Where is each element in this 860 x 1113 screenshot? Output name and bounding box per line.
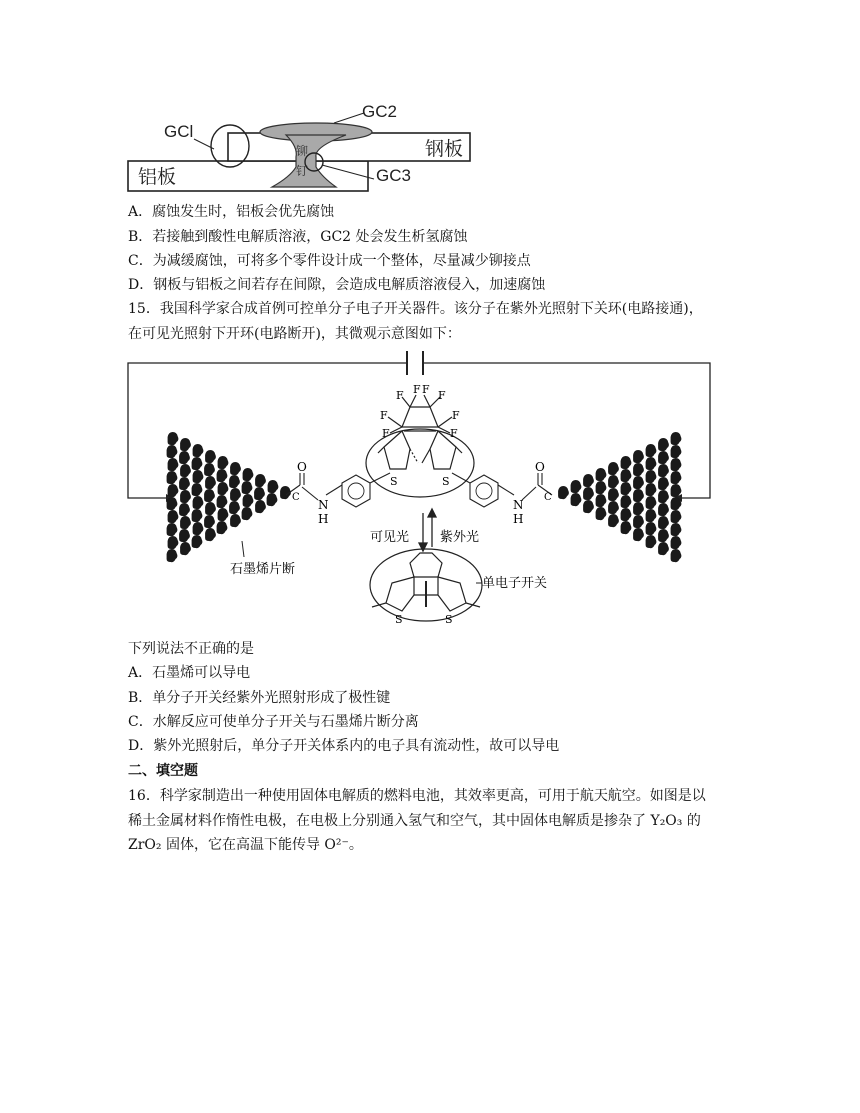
graphene-atom-left	[267, 493, 278, 506]
switch-label: 单电子开关	[482, 575, 548, 590]
closed-switch-molecule	[370, 549, 482, 621]
graphene-atom-left	[218, 508, 229, 521]
graphene-atom-right	[608, 475, 619, 488]
equilibrium-arrows	[419, 509, 436, 551]
graphene-atom-left	[179, 503, 190, 516]
graphene-atom-left	[180, 516, 191, 529]
graphene-atom-right	[671, 549, 682, 562]
graphene-atom-left	[268, 480, 279, 493]
gc1-label: GCl	[164, 122, 194, 141]
graphene-atom-right	[596, 494, 607, 507]
graphene-atom-right	[608, 501, 619, 514]
q15-option-d: D．紫外光照射后，单分子开关体系内的电子具有流动性，故可以导电	[128, 738, 560, 754]
graphene-atom-right	[646, 496, 657, 509]
graphene-atom-left	[168, 510, 179, 523]
graphene-atom-right	[633, 450, 644, 463]
molecular-switch-figure	[120, 345, 720, 635]
graphene-atom-left	[168, 536, 179, 549]
graphene-atom-left	[204, 489, 215, 502]
q15-stem-line2: 在可见光照射下开环(电路断开)，其微观示意图如下：	[128, 326, 461, 342]
graphene-atom-left	[179, 451, 190, 464]
left-c-label: C	[292, 492, 300, 503]
q14-option-a: A．腐蚀发生时，铝板会优先腐蚀	[128, 204, 335, 220]
graphene-atom-left	[230, 488, 241, 501]
q15-option-c: C．水解反应可使单分子开关与石墨烯片断分离	[128, 714, 419, 730]
rivet-corrosion-figure	[120, 95, 480, 195]
q15-option-a: A．石墨烯可以导电	[128, 665, 251, 681]
f-label-1: F	[396, 389, 404, 402]
graphene-atom-left	[218, 456, 229, 469]
right-h-label: H	[513, 512, 524, 526]
q16-line2: 稀土金属材料作惰性电极，在电极上分别通入氢气和空气，其中固体电解质是掺杂了 Y₂O₃ 的	[128, 813, 701, 829]
graphene-atom-left	[180, 542, 191, 555]
graphene-atom-right	[633, 476, 644, 489]
graphene-atom-left	[255, 474, 266, 487]
graphene-atom-left	[168, 484, 179, 497]
graphene-atom-left	[192, 457, 203, 470]
steel-label: 钢板	[425, 138, 464, 160]
graphene-atom-right	[658, 529, 669, 542]
graphene-atom-right	[658, 516, 669, 529]
q14-option-b: B．若接触到酸性电解质溶液，GC2 处会发生析氢腐蚀	[128, 229, 468, 245]
q15-stem-line1: 15．我国科学家合成首例可控单分子电子开关器件。该分子在紫外光照射下关环(电路接通)，	[128, 301, 703, 317]
graphene-atom-left	[167, 497, 178, 510]
graphene-atom-right	[596, 507, 607, 520]
uv-light-label: 紫外光	[440, 529, 480, 544]
graphene-atom-right	[571, 480, 582, 493]
graphene-atom-left	[193, 522, 204, 535]
graphene-atom-left	[243, 468, 254, 481]
s-label-open-right: S	[442, 475, 450, 488]
graphene-atom-right	[608, 462, 619, 475]
graphene-atom-left	[168, 458, 179, 471]
graphene-label: 石墨烯片断	[230, 561, 296, 576]
graphene-atom-left	[192, 483, 203, 496]
graphene-atom-left	[180, 464, 191, 477]
graphene-atom-left	[229, 475, 240, 488]
graphene-atom-right	[558, 486, 569, 499]
graphene-atom-left	[168, 432, 179, 445]
graphene-atom-left	[193, 496, 204, 509]
graphene-atom-left	[204, 463, 215, 476]
graphene-atom-right	[596, 468, 607, 481]
graphene-atom-right	[571, 493, 582, 506]
f-label-8: F	[450, 427, 458, 440]
graphene-atom-left	[204, 515, 215, 528]
graphene-atom-right	[621, 482, 632, 495]
left-benzene-ring	[342, 475, 370, 507]
gc2-label: GC2	[362, 102, 397, 121]
graphene-atom-left	[218, 482, 229, 495]
graphene-atom-left	[167, 523, 178, 536]
graphene-atom-left	[167, 445, 178, 458]
rivet-label-2: 钉	[296, 164, 309, 178]
graphene-atom-left	[230, 462, 241, 475]
graphene-atom-right	[608, 488, 619, 501]
graphene-atom-right	[583, 500, 594, 513]
f-label-4: F	[438, 389, 446, 402]
graphene-atom-right	[608, 514, 619, 527]
graphene-atom-right	[671, 445, 682, 458]
graphene-atom-left	[179, 529, 190, 542]
left-n-label: N	[318, 498, 329, 512]
graphene-atom-right	[633, 515, 644, 528]
f-label-3: F	[422, 383, 430, 396]
graphene-atom-right	[671, 471, 682, 484]
graphene-atom-right	[671, 432, 682, 445]
graphene-atom-right	[658, 451, 669, 464]
graphene-atom-right	[596, 481, 607, 494]
graphene-atom-right	[671, 523, 682, 536]
graphene-atom-right	[583, 487, 594, 500]
s-label-closed-right: S	[445, 613, 453, 626]
graphene-atom-left	[205, 502, 216, 515]
graphene-atom-left	[167, 549, 178, 562]
graphene-atom-right	[646, 457, 657, 470]
graphene-atom-left	[179, 477, 190, 490]
graphene-atom-right	[621, 456, 632, 469]
graphene-atom-right	[633, 502, 644, 515]
f-label-7: F	[382, 427, 390, 440]
graphene-atom-left	[230, 514, 241, 527]
s-label-closed-left: S	[395, 613, 403, 626]
graphene-atom-left	[217, 469, 228, 482]
graphene-atom-right	[621, 469, 632, 482]
left-h-label: H	[318, 512, 329, 526]
graphene-atom-right	[621, 508, 632, 521]
graphene-atom-left	[192, 535, 203, 548]
graphene-atom-left	[180, 490, 191, 503]
graphene-atom-left	[242, 481, 253, 494]
graphene-atom-right	[633, 489, 644, 502]
graphene-atom-right	[621, 495, 632, 508]
gc3-label: GC3	[376, 166, 411, 185]
q16-line3: ZrO₂ 固体，它在高温下能传导 O²⁻。	[128, 837, 363, 853]
graphene-atom-right	[646, 444, 657, 457]
graphene-atom-left	[193, 444, 204, 457]
graphene-atom-right	[621, 521, 632, 534]
graphene-atom-right	[646, 470, 657, 483]
section-title: 二、填空题	[128, 763, 198, 779]
graphene-atom-left	[167, 471, 178, 484]
q14-option-d: D．钢板与铝板之间若存在间隙，会造成电解质溶液侵入，加速腐蚀	[128, 277, 546, 293]
graphene-atom-right	[671, 458, 682, 471]
graphene-flake-left	[167, 432, 291, 562]
graphene-atom-left	[205, 476, 216, 489]
right-c-label: C	[544, 492, 552, 503]
graphene-atom-left	[193, 470, 204, 483]
graphene-atom-right	[633, 463, 644, 476]
rivet-label-1: 铆	[296, 144, 309, 158]
right-benzene-ring	[470, 475, 498, 507]
q15-option-b: B．单分子开关经紫外光照射形成了极性键	[128, 690, 391, 706]
aluminum-label: 铝板	[138, 166, 177, 188]
f-label-2: F	[413, 383, 421, 396]
graphene-atom-left	[242, 507, 253, 520]
graphene-atom-left	[217, 495, 228, 508]
f-label-6: F	[452, 409, 460, 422]
q14-option-c: C．为减缓腐蚀，可将多个零件设计成一个整体，尽量减少铆接点	[128, 253, 531, 269]
graphene-atom-right	[658, 490, 669, 503]
right-n-label: N	[513, 498, 524, 512]
right-o-label: O	[535, 460, 545, 474]
graphene-atom-left	[254, 487, 265, 500]
visible-light-label: 可见光	[370, 529, 410, 544]
graphene-atom-right	[646, 535, 657, 548]
graphene-atom-left	[205, 450, 216, 463]
graphene-atom-left	[205, 528, 216, 541]
f-label-5: F	[380, 409, 388, 422]
graphene-atom-left	[217, 521, 228, 534]
q15-question: 下列说法不正确的是	[128, 641, 254, 657]
graphene-atom-left	[255, 500, 266, 513]
graphene-atom-right	[646, 522, 657, 535]
graphene-atom-right	[658, 503, 669, 516]
graphene-atom-right	[633, 528, 644, 541]
graphene-atom-right	[658, 477, 669, 490]
graphene-atom-right	[658, 542, 669, 555]
graphene-atom-right	[646, 509, 657, 522]
graphene-atom-right	[583, 474, 594, 487]
graphene-atom-right	[671, 536, 682, 549]
left-o-label: O	[297, 460, 307, 474]
graphene-atom-right	[646, 483, 657, 496]
graphene-flake-right	[558, 432, 681, 562]
graphene-atom-left	[229, 501, 240, 514]
graphene-atom-left	[180, 438, 191, 451]
graphene-atom-left	[192, 509, 203, 522]
s-label-open-left: S	[390, 475, 398, 488]
graphene-atom-right	[671, 510, 682, 523]
graphene-atom-right	[658, 438, 669, 451]
q16-line1: 16．科学家制造出一种使用固体电解质的燃料电池，其效率更高，可用于航天航空。如图是以	[128, 788, 706, 804]
graphene-atom-left	[243, 494, 254, 507]
graphene-atom-right	[658, 464, 669, 477]
